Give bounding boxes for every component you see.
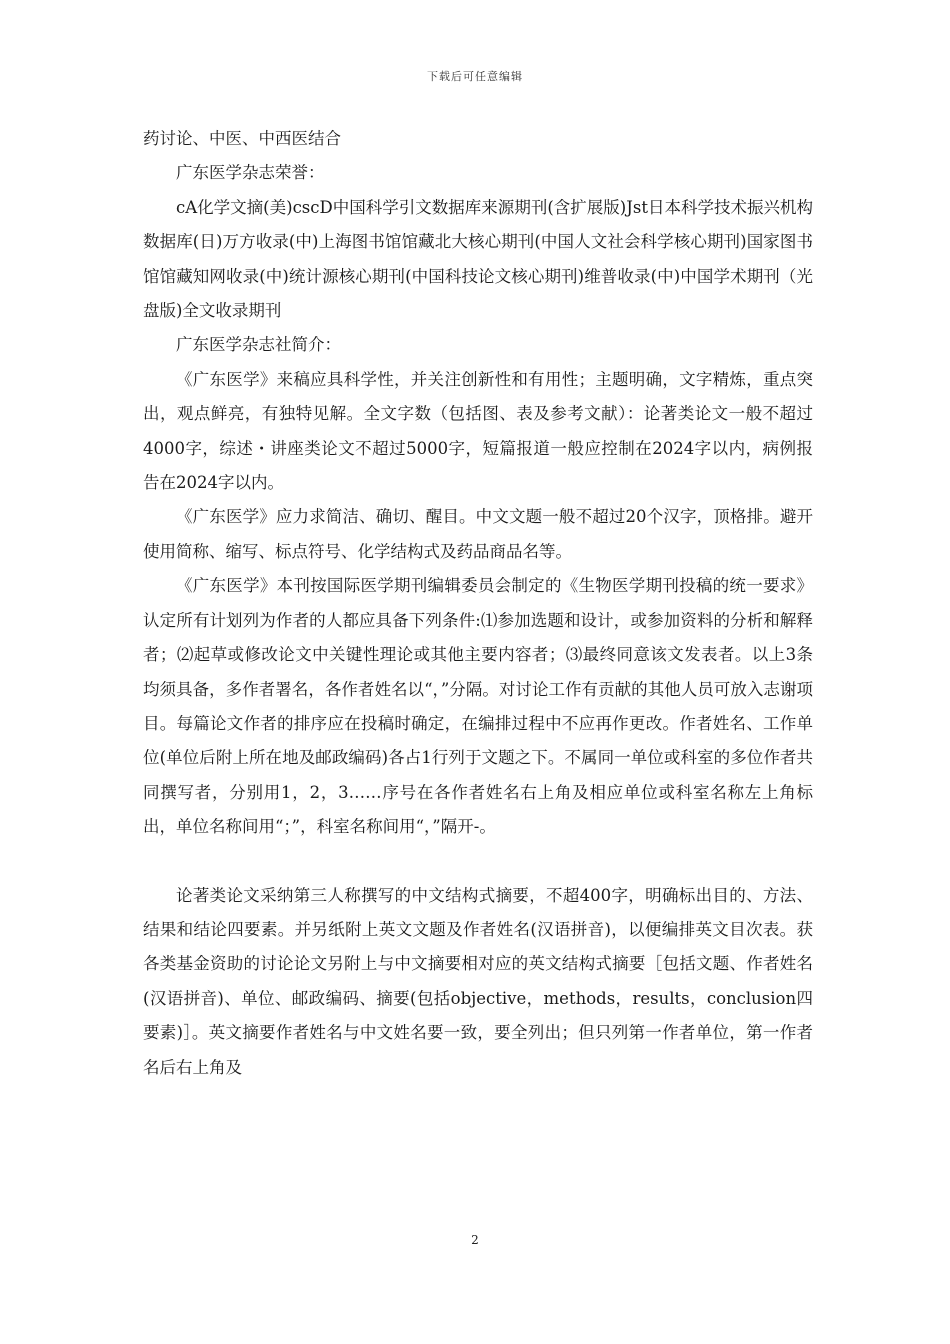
paragraph-title-rules: 《广东医学》应力求简洁、确切、醒目。中文文题一般不超过20个汉字，顶格排。避开使用简称、缩写、标点符号、化学结构式及药品商品名等。 bbox=[143, 507, 813, 561]
paragraph-honors-list: cA化学文摘(美)cscD中国科学引文数据库来源期刊(含扩展版)Jst日本科学技术振兴机构数据库(日)万方收录(中)上海图书馆馆藏北大核心期刊(中国人文社会科学核心期刊)国家图书馆馆藏知网收录(中)统计源核心期刊(中国科技论文核心期刊)维普收录(中)中国学术期刊（光盘版)全文收录期刊 bbox=[143, 197, 813, 321]
paragraph-abstract-rules: 论著类论文采纳第三人称撰写的中文结构式摘要，不超400字，明确标出目的、方法、结果和结论四要素。并另纸附上英文文题及作者姓名(汉语拼音)，以便编排英文目次表。获各类基金资助的讨论论文另附上与中文摘要相对应的英文结构式摘要［包括文题、作者姓名(汉语拼音)、单位、邮政编码、摘要(包括objective，methods，results，conclusion四要素)］。英文摘要作者姓名与中文姓名要一致，要全列出；但只列第一作者单位，第一作者名后右上角及 bbox=[143, 885, 813, 1077]
page-number: 2 bbox=[471, 1233, 479, 1247]
paragraph-intro-heading: 广东医学杂志社简介： bbox=[176, 335, 341, 355]
paragraph-continuation: 药讨论、中医、中西医结合 bbox=[143, 129, 341, 148]
paragraph-gap bbox=[143, 845, 813, 879]
paragraph-honors-heading: 广东医学杂志荣誉： bbox=[176, 163, 325, 183]
page-header-note: 下载后可任意编辑 bbox=[427, 70, 523, 83]
document-body bbox=[143, 122, 813, 1085]
paragraph-word-count: 《广东医学》来稿应具科学性，并关注创新性和有用性；主题明确，文字精炼，重点突出，观点鲜亮，有独特见解。全文字数（包括图、表及参考文献）：论著类论文一般不超过4000字，综述・讲座类论文不超过5000字，短篇报道一般应控制在2024字以内，病例报告在2024字以内。 bbox=[143, 369, 813, 493]
paragraph-authorship: 《广东医学》本刊按国际医学期刊编辑委员会制定的《生物医学期刊投稿的统一要求》认定所有计划列为作者的人都应具备下列条件:⑴参加选题和设计，或参加资料的分析和解释者；⑵起草或修改论文中关键性理论或其他主要内容者；⑶最终同意该文发表者。以上3条均须具备，多作者署名，各作者姓名以“，”分隔。对讨论工作有贡献的其他人员可放入志谢项目。每篇论文作者的排序应在投稿时确定，在编排过程中不应再作更改。作者姓名、工作单位(单位后附上所在地及邮政编码)各占1行列于文题之下。不属同一单位或科室的多位作者共同撰写者，分别用1，2，3……序号在各作者姓名右上角及相应单位或科室名称左上角标出，单位名称间用“；”，科室名称间用“，”隔开-。 bbox=[143, 576, 813, 837]
